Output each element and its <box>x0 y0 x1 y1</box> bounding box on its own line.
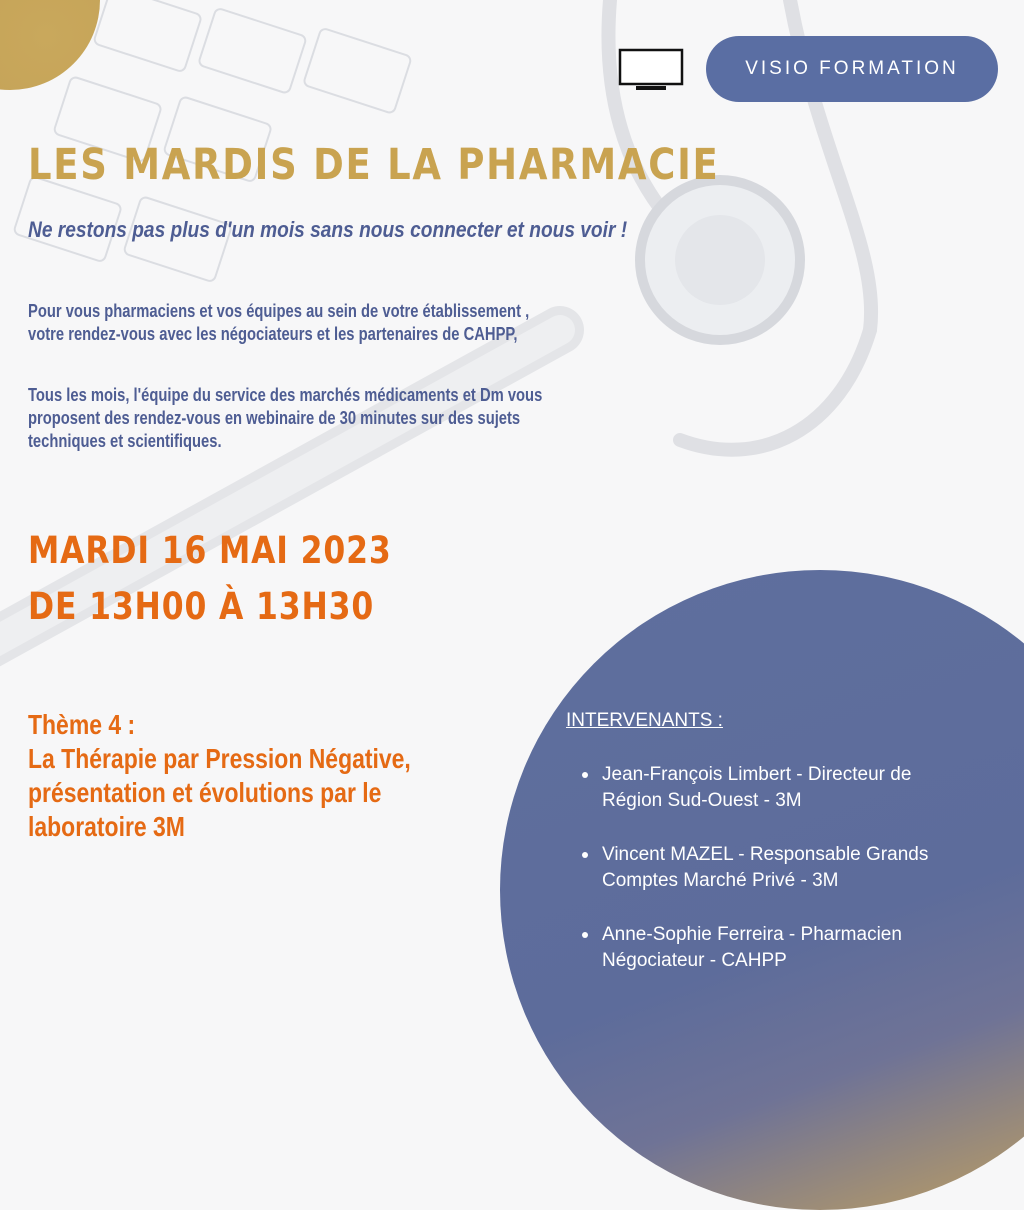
speaker-item <box>580 842 1010 894</box>
event-date: MARDI 16 MAI 2023 <box>28 529 392 572</box>
speaker-line: Négociateur - CAHPP <box>602 950 787 971</box>
page-title: LES MARDIS DE LA PHARMACIE <box>28 140 720 190</box>
intro-line: Tous les mois, l'équipe du service des marchés médicaments et Dm vous <box>28 385 543 405</box>
theme-line: La Thérapie par Pression Négative, <box>28 743 411 774</box>
subtitle: Ne restons pas plus d'un mois sans nous connecter et nous voir ! <box>28 217 628 242</box>
theme-line: Thème 4 : <box>28 709 136 740</box>
speaker-line: Région Sud-Ouest - 3M <box>602 790 802 811</box>
speaker-item <box>580 762 1010 814</box>
intro-paragraph-1 <box>28 300 529 346</box>
speaker-line: Anne-Sophie Ferreira - Pharmacien <box>602 924 902 945</box>
theme-line: présentation et évolutions par le <box>28 777 382 808</box>
speaker-line: Comptes Marché Privé - 3M <box>602 870 839 891</box>
speaker-line: Jean-François Limbert - Directeur de <box>602 764 912 785</box>
intro-paragraph-2 <box>28 384 542 453</box>
monitor-icon <box>618 48 684 92</box>
speakers-heading: INTERVENANTS : <box>566 710 723 731</box>
event-theme <box>28 708 411 844</box>
theme-line: laboratoire 3M <box>28 811 185 842</box>
speaker-item <box>580 922 1010 974</box>
intro-line: votre rendez-vous avec les négociateurs et les partenaires de CAHPP, <box>28 324 518 344</box>
speakers-list <box>580 762 1010 1002</box>
speaker-line: Vincent MAZEL - Responsable Grands <box>602 844 929 865</box>
visio-formation-button[interactable]: VISIO FORMATION <box>706 36 998 102</box>
intro-line: Pour vous pharmaciens et vos équipes au sein de votre établissement , <box>28 301 530 321</box>
intro-line: techniques et scientifiques. <box>28 431 222 451</box>
event-time: DE 13H00 À 13H30 <box>28 585 375 628</box>
intro-line: proposent des rendez-vous en webinaire de 30 minutes sur des sujets <box>28 408 521 428</box>
